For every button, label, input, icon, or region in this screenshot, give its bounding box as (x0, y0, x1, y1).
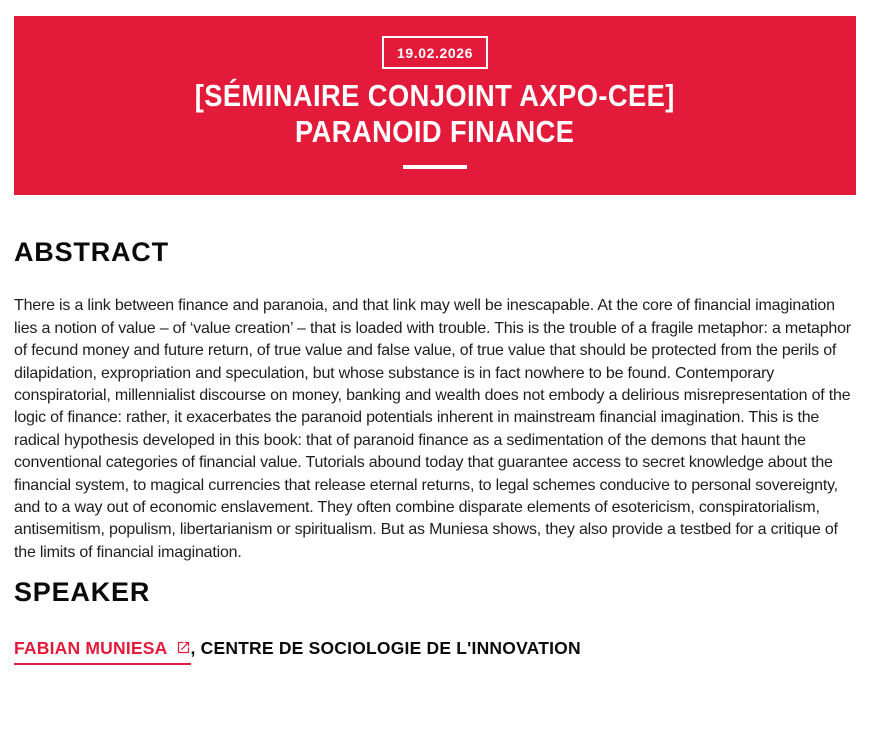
event-banner (14, 16, 856, 195)
title-divider (403, 165, 467, 169)
speaker-line (14, 638, 862, 665)
event-title (162, 78, 708, 150)
external-link-icon (176, 640, 191, 655)
event-title-line2: PARANOID FINANCE (295, 114, 575, 149)
event-content (14, 195, 862, 665)
speaker-link[interactable] (14, 638, 191, 665)
event-title-line1: [SÉMINAIRE CONJOINT AXPO-CEE] (194, 78, 676, 113)
event-date-badge: 19.02.2026 (382, 36, 488, 69)
speaker-affiliation: , CENTRE DE SOCIOLOGIE DE L'INNOVATION (190, 637, 581, 658)
speaker-name: FABIAN MUNIESA (14, 637, 168, 658)
abstract-text: There is a link between finance and paranoia, and that link may well be inescapable. At the core of financial imagination lies a notion of value – of ‘value creation’ – that is loaded with trouble. This is the trouble of a fragile metaphor: a metaphor of fecund money and future return, of true value and false value, of true value that should be protected from the perils of dilapidation, expropriation and speculation, but whose substance is in fact nowhere to be found. Contemporary conspiratorial, millennialist discourse on money, banking and wealth does not embody a delirious misrepresentation of the logic of finance: rather, it exacerbates the paranoid potentials inherent in mainstream financial imagination. This is the radical hypothesis developed in this book: that of paranoid finance as a sedimentation of the demons that haunt the conventional categories of financial value. Tutorials abound today that guarantee access to secret knowledge about the financial system, to magical currencies that release eternal returns, to legal schemes conducive to personal sovereignty, and to a way out of economic enslavement. They often combine disparate elements of esotericism, conspiratorialism, antisemitism, populism, libertarianism or spiritualism. But as Muniesa shows, they also provide a testbed for a critique of the limits of financial imagination. (14, 297, 851, 561)
abstract-heading: ABSTRACT (14, 237, 169, 267)
speaker-heading: SPEAKER (14, 577, 151, 608)
